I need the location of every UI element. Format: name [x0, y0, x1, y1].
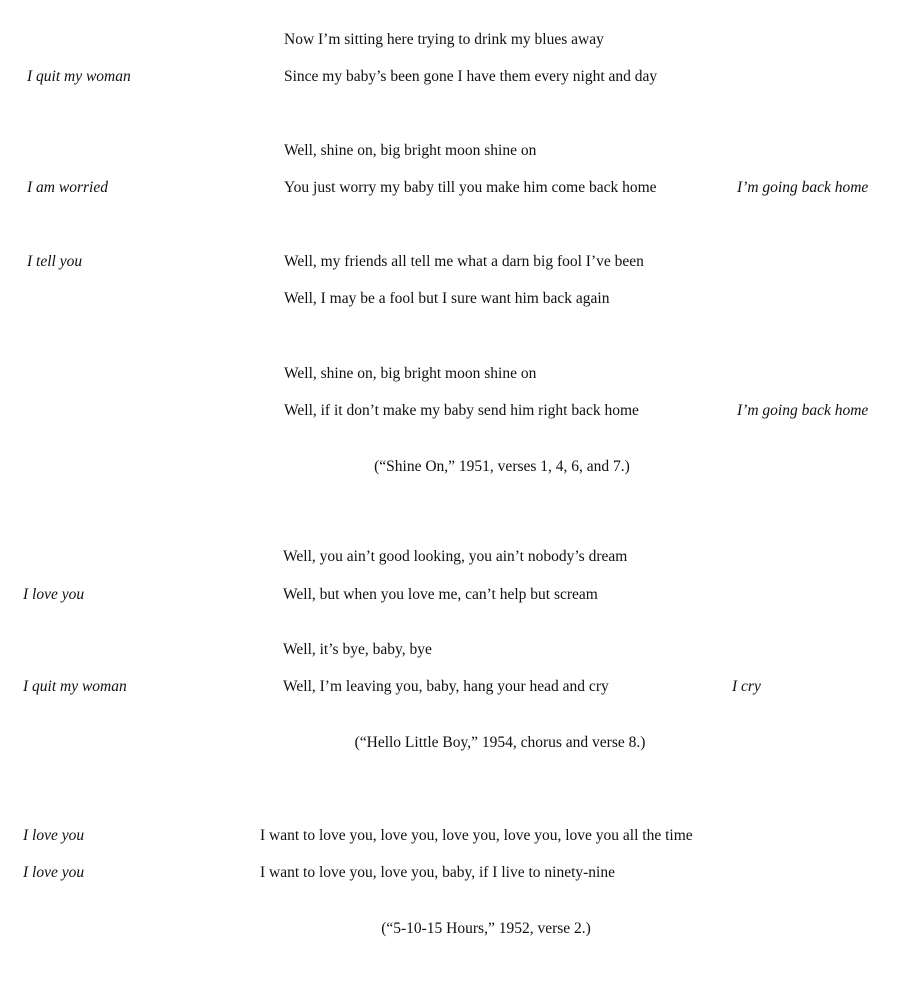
- lyric-line: Well, but when you love me, can’t help but scream: [283, 586, 598, 603]
- song-citation: (“5-10-15 Hours,” 1952, verse 2.): [381, 920, 591, 937]
- annotation-left: I quit my woman: [23, 678, 127, 695]
- lyric-line: Well, you ain’t good looking, you ain’t nobody’s dream: [283, 548, 628, 565]
- song-citation: (“Hello Little Boy,” 1954, chorus and verse 8.): [354, 734, 646, 751]
- lyric-line: I want to love you, love you, love you, love you, love you all the time: [260, 827, 693, 844]
- song-citation: (“Shine On,” 1951, verses 1, 4, 6, and 7.): [374, 458, 630, 475]
- annotation-left: I love you: [23, 827, 85, 844]
- annotation-right: I cry: [732, 678, 761, 695]
- annotation-right: I’m going back home: [737, 179, 869, 196]
- lyric-line: Well, I may be a fool but I sure want him back again: [284, 290, 610, 307]
- lyric-line: Since my baby’s been gone I have them every night and day: [284, 68, 658, 85]
- lyric-line: I want to love you, love you, baby, if I live to ninety-nine: [260, 864, 615, 881]
- lyric-line: Well, my friends all tell me what a darn big fool I’ve been: [284, 253, 644, 270]
- lyric-line: You just worry my baby till you make him come back home: [284, 179, 657, 196]
- lyric-line: Now I’m sitting here trying to drink my blues away: [284, 31, 604, 48]
- lyric-line: Well, shine on, big bright moon shine on: [284, 142, 537, 159]
- annotation-left: I tell you: [27, 253, 83, 270]
- lyric-line: Well, shine on, big bright moon shine on: [284, 365, 537, 382]
- lyric-line: Well, if it don’t make my baby send him right back home: [284, 402, 639, 419]
- lyric-line: Well, it’s bye, baby, bye: [283, 641, 432, 658]
- annotation-left: I love you: [23, 864, 85, 881]
- annotation-left: I love you: [23, 586, 85, 603]
- annotation-left: I am worried: [27, 179, 108, 196]
- annotation-right: I’m going back home: [737, 402, 869, 419]
- annotation-left: I quit my woman: [27, 68, 131, 85]
- lyric-line: Well, I’m leaving you, baby, hang your head and cry: [283, 678, 609, 695]
